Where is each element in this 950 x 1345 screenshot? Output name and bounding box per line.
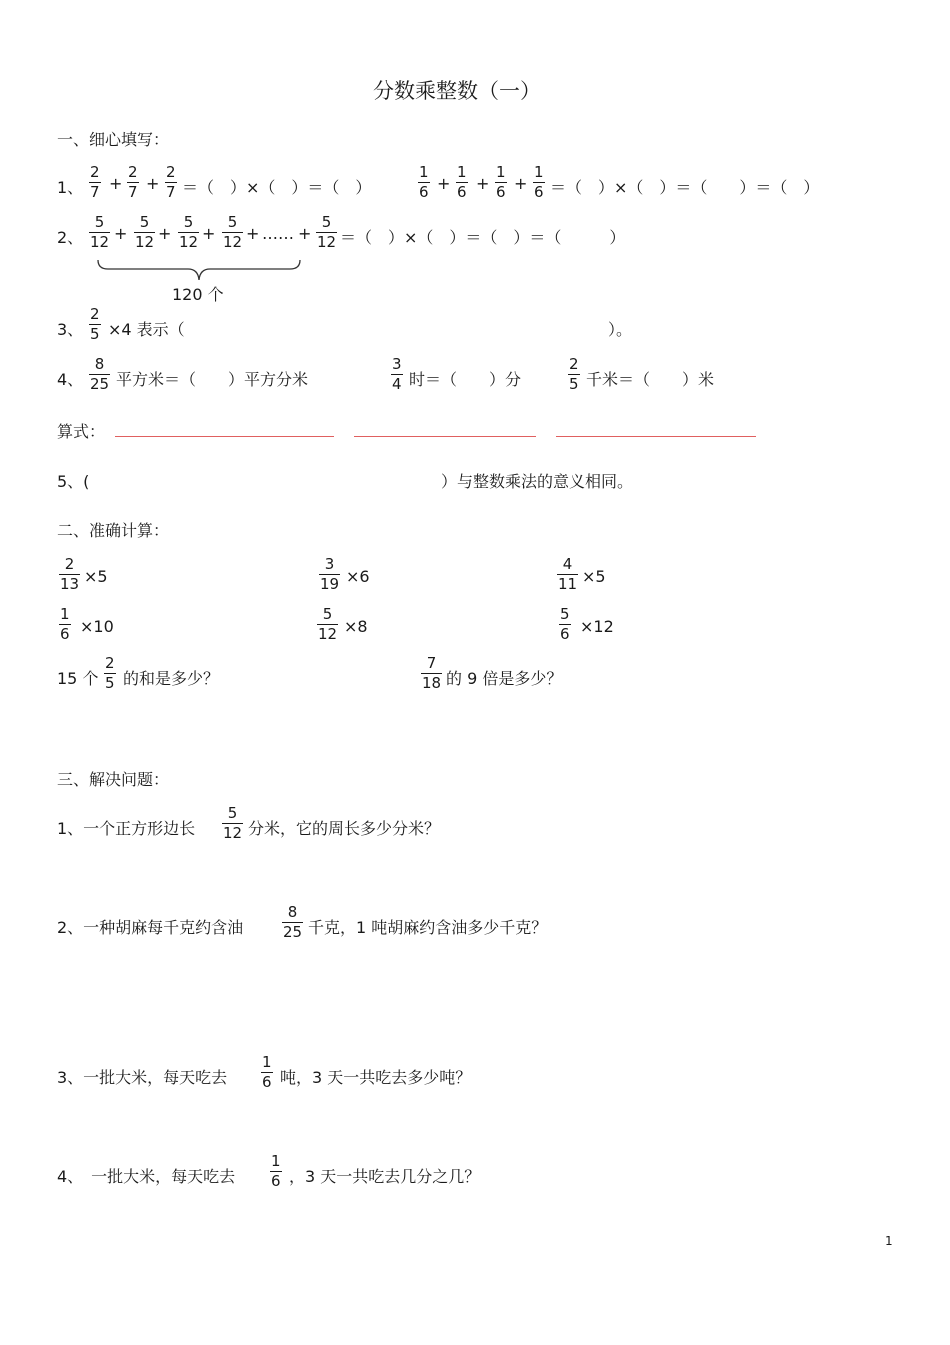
plus-sign: + [109, 174, 123, 193]
q3-fraction [89, 306, 101, 343]
q2-blanks[interactable]: ＝（ ）×（ ）＝（ ）＝（ ） [340, 228, 626, 247]
denominator: 6 [457, 183, 467, 201]
calc-operator: ×5 [84, 567, 108, 586]
problem-3-pre: 3、一批大米，每天吃去 [57, 1068, 228, 1087]
calc-fraction [319, 556, 340, 593]
numerator: 2 [569, 355, 579, 373]
denominator: 12 [179, 233, 199, 251]
plus-sign: + [514, 174, 528, 193]
calc-fraction [59, 606, 71, 643]
denominator: 12 [317, 233, 337, 251]
problem-4-post: ，3 天一共吃去几分之几？ [289, 1167, 481, 1186]
denominator: 12 [90, 233, 110, 251]
word-problem-1-pre: 15 个 [57, 669, 99, 688]
denominator: 11 [558, 575, 578, 593]
section2-heading: 二、准确计算： [57, 521, 170, 540]
numerator: 5 [94, 213, 105, 231]
q5-open: 5、( [57, 472, 90, 491]
numerator: 2 [64, 555, 75, 573]
problem-3-post: 吨，3 天一共吃去多少吨？ [280, 1068, 472, 1087]
numerator: 7 [426, 654, 437, 672]
q2-fraction-4 [222, 214, 243, 251]
q5-close: ）与整数乘法的意义相同。 [441, 472, 634, 491]
numerator: 1 [534, 163, 544, 181]
numerator: 5 [321, 213, 332, 231]
denominator: 6 [534, 183, 544, 201]
numerator: 1 [419, 163, 429, 181]
denominator: 12 [223, 233, 243, 251]
q1-fraction-a1 [89, 164, 101, 201]
page-title: 分数乘整数（一） [373, 79, 541, 103]
page-number: 1 [885, 1234, 893, 1248]
problem-4-pre: 4、 一批大米，每天吃去 [57, 1167, 236, 1186]
denominator: 12 [318, 625, 338, 643]
q4-text-1[interactable]: 平方米＝（ ）平方分米 [116, 370, 309, 389]
numerator: 5 [227, 213, 238, 231]
denominator: 12 [223, 824, 243, 842]
q1-fraction-a2 [127, 164, 139, 201]
plus-sign: + [158, 224, 172, 243]
denominator: 7 [166, 183, 176, 201]
denominator: 19 [320, 575, 340, 593]
plus-sign: + [246, 224, 260, 243]
denominator: 7 [90, 183, 100, 201]
q1-blanks-b[interactable]: ＝（ ）×（ ）＝（ ）＝（ ） [550, 178, 820, 197]
numerator: 5 [139, 213, 150, 231]
q1-blanks-a[interactable]: ＝（ ）×（ ）＝（ ） [182, 178, 372, 197]
denominator: 18 [422, 674, 442, 692]
denominator: 6 [496, 183, 506, 201]
numerator: 1 [60, 605, 70, 623]
problem-2-post: 千克，1 吨胡麻约含油多少千克？ [308, 918, 548, 937]
denominator: 4 [392, 375, 402, 393]
numerator: 1 [271, 1152, 281, 1170]
q1-label: 1、 [57, 178, 84, 197]
numerator: 4 [562, 555, 573, 573]
numerator: 8 [94, 355, 105, 373]
q1-fraction-b4 [533, 164, 545, 201]
denominator: 25 [90, 375, 110, 393]
denominator: 6 [262, 1073, 272, 1091]
denominator: 5 [105, 674, 115, 692]
answer-line-2[interactable] [354, 436, 536, 437]
q1-fraction-b2 [456, 164, 468, 201]
q1-fraction-b1 [418, 164, 430, 201]
problem-2-fraction [282, 904, 303, 941]
q2-fraction-3 [178, 214, 199, 251]
q4-fraction-3 [568, 356, 580, 393]
q1-fraction-b3 [495, 164, 507, 201]
ellipsis: …… [262, 224, 294, 243]
denominator: 5 [90, 325, 100, 343]
underbrace [96, 258, 302, 282]
denominator: 25 [283, 923, 303, 941]
q2-count-label: 120 个 [172, 285, 224, 304]
denominator: 13 [60, 575, 80, 593]
problem-2-pre: 2、一种胡麻每千克约含油 [57, 918, 244, 937]
word-problem-2-post: 的 9 倍是多少？ [446, 669, 563, 688]
q4-text-3[interactable]: 千米＝（ ）米 [586, 370, 715, 389]
numerator: 2 [128, 163, 138, 181]
plus-sign: + [476, 174, 490, 193]
word-problem-1-fraction [104, 655, 116, 692]
problem-1-fraction [222, 805, 243, 842]
word-problem-1-post: 的和是多少？ [123, 669, 220, 688]
q4-fraction-2 [391, 356, 403, 393]
calc-fraction [559, 606, 571, 643]
numerator: 5 [322, 605, 333, 623]
q2-fraction-5 [316, 214, 337, 251]
denominator: 7 [128, 183, 138, 201]
calc-operator: ×5 [582, 567, 606, 586]
q3-label: 3、 [57, 320, 84, 339]
plus-sign: + [114, 224, 128, 243]
denominator: 6 [419, 183, 429, 201]
numerator: 3 [392, 355, 402, 373]
numerator: 2 [166, 163, 176, 181]
plus-sign: + [437, 174, 451, 193]
q2-fraction-1 [89, 214, 110, 251]
q1-fraction-a3 [165, 164, 177, 201]
calc-operator: ×6 [346, 567, 370, 586]
numerator: 1 [262, 1053, 272, 1071]
numerator: 2 [90, 305, 100, 323]
section1-heading: 一、细心填写： [57, 130, 170, 149]
numerator: 5 [227, 804, 238, 822]
calc-operator: ×10 [80, 617, 114, 636]
q4-text-2[interactable]: 时＝（ ）分 [409, 370, 522, 389]
q3-text: ×4 表示（ [108, 320, 185, 339]
formula-label: 算式： [57, 422, 106, 441]
denominator: 6 [271, 1172, 281, 1190]
calc-fraction [557, 556, 578, 593]
q2-label: 2、 [57, 228, 84, 247]
calc-operator: ×8 [344, 617, 368, 636]
calc-fraction [317, 606, 338, 643]
problem-1-post: 分米，它的周长多少分米？ [248, 819, 441, 838]
numerator: 8 [287, 903, 298, 921]
numerator: 2 [105, 654, 115, 672]
problem-3-fraction [261, 1054, 273, 1091]
denominator: 6 [560, 625, 570, 643]
numerator: 5 [560, 605, 570, 623]
q3-close: ）。 [608, 320, 633, 339]
denominator: 12 [135, 233, 155, 251]
numerator: 5 [183, 213, 194, 231]
numerator: 1 [496, 163, 506, 181]
section3-heading: 三、解决问题： [57, 770, 170, 789]
plus-sign: + [146, 174, 160, 193]
q2-fraction-2 [134, 214, 155, 251]
calc-operator: ×12 [580, 617, 614, 636]
denominator: 5 [569, 375, 579, 393]
numerator: 1 [457, 163, 467, 181]
answer-line-3[interactable] [556, 436, 756, 437]
numerator: 2 [90, 163, 100, 181]
calc-fraction [59, 556, 80, 593]
plus-sign: + [202, 224, 216, 243]
q4-fraction-1 [89, 356, 110, 393]
problem-4-fraction [270, 1153, 282, 1190]
denominator: 6 [60, 625, 70, 643]
plus-sign: + [298, 224, 312, 243]
word-problem-2-fraction [421, 655, 442, 692]
q4-label: 4、 [57, 370, 84, 389]
answer-line-1[interactable] [115, 436, 334, 437]
problem-1-pre: 1、一个正方形边长 [57, 819, 196, 838]
numerator: 3 [324, 555, 335, 573]
